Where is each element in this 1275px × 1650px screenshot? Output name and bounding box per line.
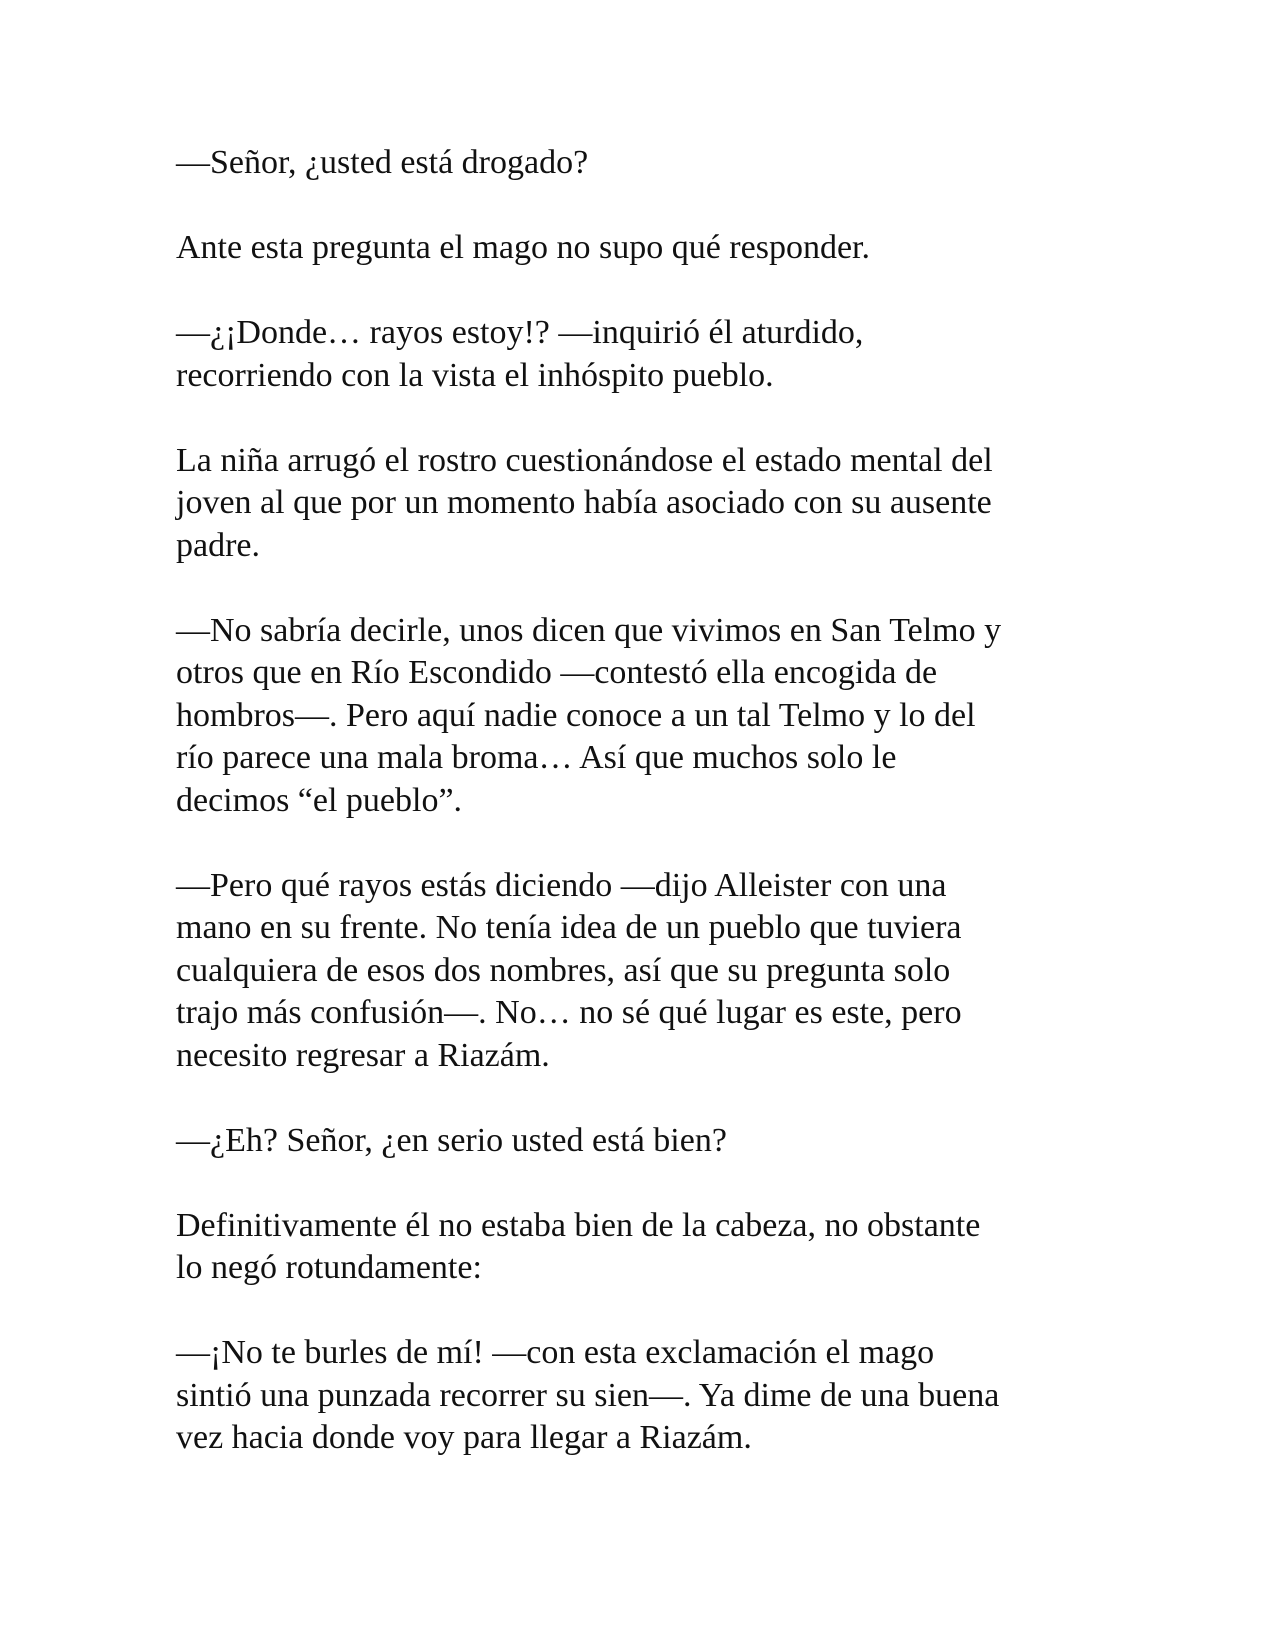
paragraph: La niña arrugó el rostro cuestionándose el estado mental del joven al que por un momento había asociado con su ausente padre. [176, 441, 993, 564]
paragraph: —¿¡Donde… rayos estoy!? —inquirió él aturdido, recorriendo con la vista el inhóspito pueblo. [176, 314, 864, 394]
paragraph: —Pero qué rayos estás diciendo —dijo Alleister con una mano en su frente. No tenía idea de un pueblo que tuviera cualquiera de esos dos nombres, así que su pregunta solo trajo más confusión—. No… no sé qué lugar es este, pero necesito regresar a Riazám. [176, 866, 962, 1074]
paragraph: Definitivamente él no estaba bien de la cabeza, no obstante lo negó rotundamente: [176, 1206, 981, 1286]
paragraph: —¿Eh? Señor, ¿en serio usted está bien? [176, 1121, 727, 1159]
paragraph: —¡No te burles de mí! —con esta exclamación el mago sintió una punzada recorrer su sien—. Ya dime de una buena vez hacia donde voy para llegar a Riazám. [176, 1334, 1000, 1456]
paragraph: —Señor, ¿usted está drogado? [176, 144, 589, 181]
paragraph: —No sabría decirle, unos dicen que vivimos en San Telmo y otros que en Río Escondido —contestó ella encogida de hombros—. Pero aquí nadie conoce a un tal Telmo y lo del río parece una mala broma… Así que muchos solo le decimos “el pueblo”. [176, 611, 1002, 819]
body-text [176, 142, 1106, 1502]
paragraph: Ante esta pregunta el mago no supo qué responder. [176, 229, 870, 266]
